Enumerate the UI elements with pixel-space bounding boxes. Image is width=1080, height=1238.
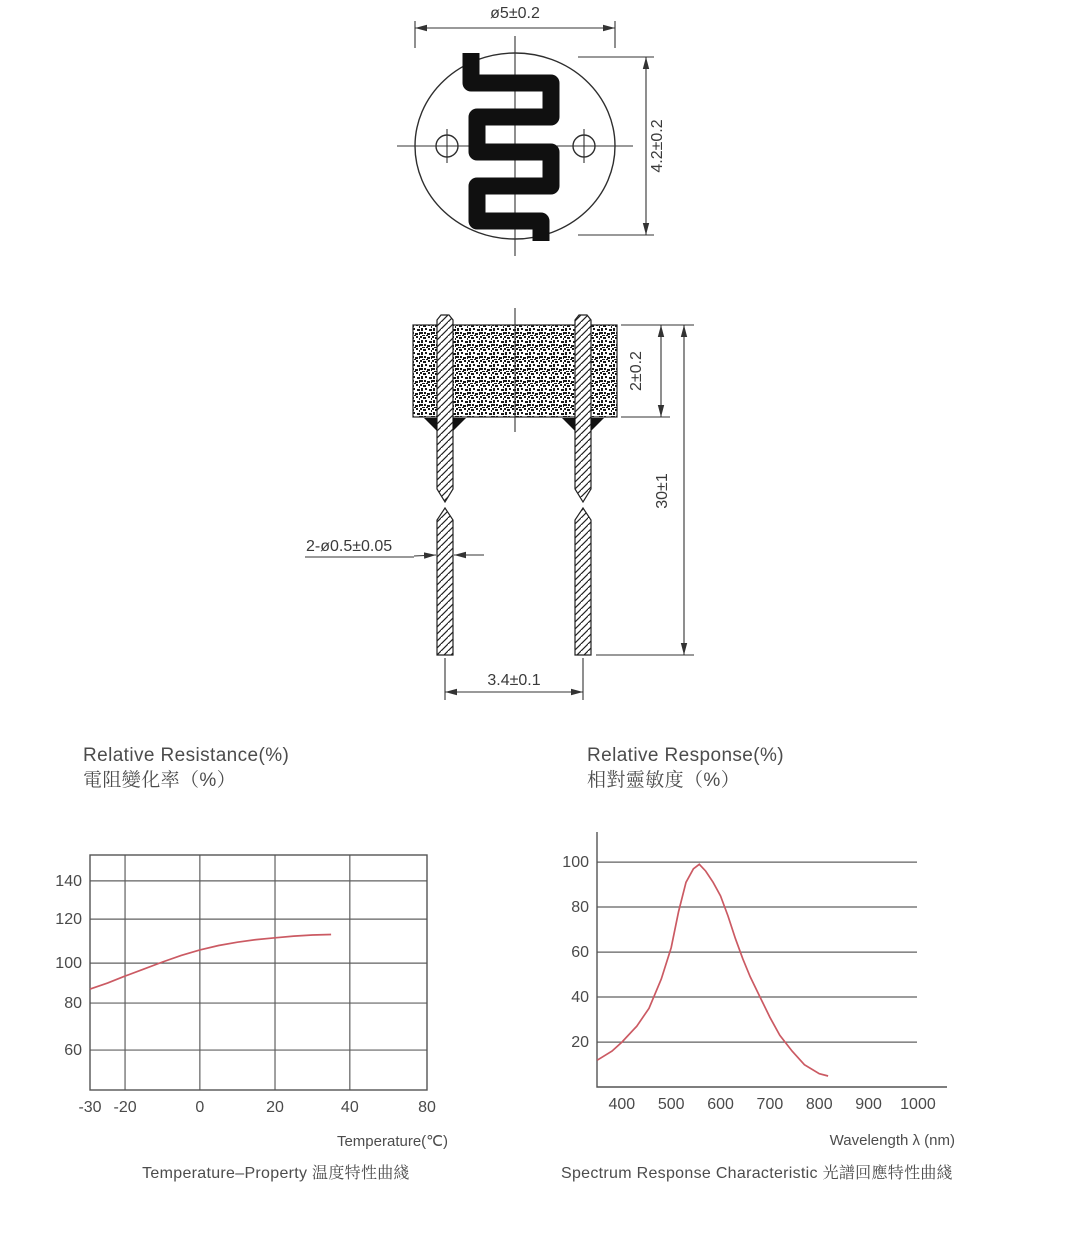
spectrum-chart-caption: Spectrum Response Characteristic 光譜回應特性曲綫: [561, 1165, 953, 1182]
lead-right-lower: [575, 508, 591, 655]
y-tick-label: 100: [562, 854, 589, 872]
top-view-drawing: [397, 5, 666, 256]
temperature-chart-title-en: Relative Resistance(%): [83, 745, 290, 766]
dim-body-height: [621, 325, 694, 417]
dim-label-sensor-height: 4.2±0.2: [649, 119, 666, 173]
chart-group-spectrum: [562, 832, 947, 1113]
dim-lead-pitch: [445, 658, 583, 700]
y-tick-label: 140: [55, 872, 82, 890]
x-tick-label: -20: [113, 1099, 137, 1116]
chart-curve: [90, 935, 331, 990]
dim-label-body-height: 2±0.2: [628, 351, 645, 391]
chart-curve: [597, 864, 828, 1076]
y-tick-label: 40: [571, 988, 589, 1006]
chart-axes: [597, 832, 947, 1087]
y-tick-label: 60: [571, 944, 589, 962]
x-tick-label: 400: [608, 1096, 636, 1113]
y-tick-label: 80: [571, 898, 589, 916]
temperature-chart-title: [83, 744, 289, 793]
x-tick-label: 700: [756, 1096, 784, 1113]
dim-label-lead-pitch: 3.4±0.1: [487, 672, 541, 689]
dim-lead-diameter: [305, 538, 484, 557]
x-tick-label: 900: [855, 1096, 882, 1113]
temperature-chart-title-zh: 電阻變化率（%）: [83, 769, 237, 791]
y-tick-label: 20: [571, 1034, 589, 1052]
x-tick-label: 40: [340, 1099, 359, 1116]
spectrum-x-axis-label: Wavelength λ (nm): [829, 1132, 955, 1149]
temperature-x-axis-label: Temperature(℃): [336, 1133, 448, 1150]
y-tick-label: 80: [64, 995, 82, 1013]
lead-left-lower: [437, 508, 453, 655]
x-tick-label: -30: [78, 1099, 102, 1116]
spectrum-chart-title-en: Relative Response(%): [587, 745, 785, 766]
x-tick-label: 80: [418, 1099, 436, 1116]
side-view-drawing: [305, 308, 694, 700]
x-tick-label: 0: [195, 1099, 205, 1116]
chart-plot-border: [90, 855, 427, 1090]
chart-group-temperature: [55, 855, 436, 1116]
y-tick-label: 60: [64, 1042, 82, 1060]
serpentine-electrode: [471, 53, 551, 241]
spectrum-chart-title-zh: 相對靈敏度（%）: [587, 769, 741, 791]
x-tick-label: 800: [805, 1096, 833, 1113]
spectrum-chart-title: [587, 744, 784, 793]
y-tick-label: 100: [55, 955, 82, 973]
dim-label-lead-length: 30±1: [654, 473, 671, 509]
temperature-chart-caption: Temperature–Property 温度特性曲綫: [142, 1165, 410, 1182]
x-tick-label: 20: [266, 1099, 284, 1116]
x-tick-label: 500: [657, 1096, 685, 1113]
dim-label-lead-diameter: 2-ø0.5±0.05: [306, 538, 393, 555]
dim-label-diameter: ø5±0.2: [490, 5, 540, 22]
x-tick-label: 600: [707, 1096, 734, 1113]
x-tick-label: 1000: [900, 1096, 936, 1113]
y-tick-label: 120: [55, 911, 82, 929]
lead-right-upper: [575, 315, 591, 502]
lead-left-upper: [437, 315, 453, 502]
